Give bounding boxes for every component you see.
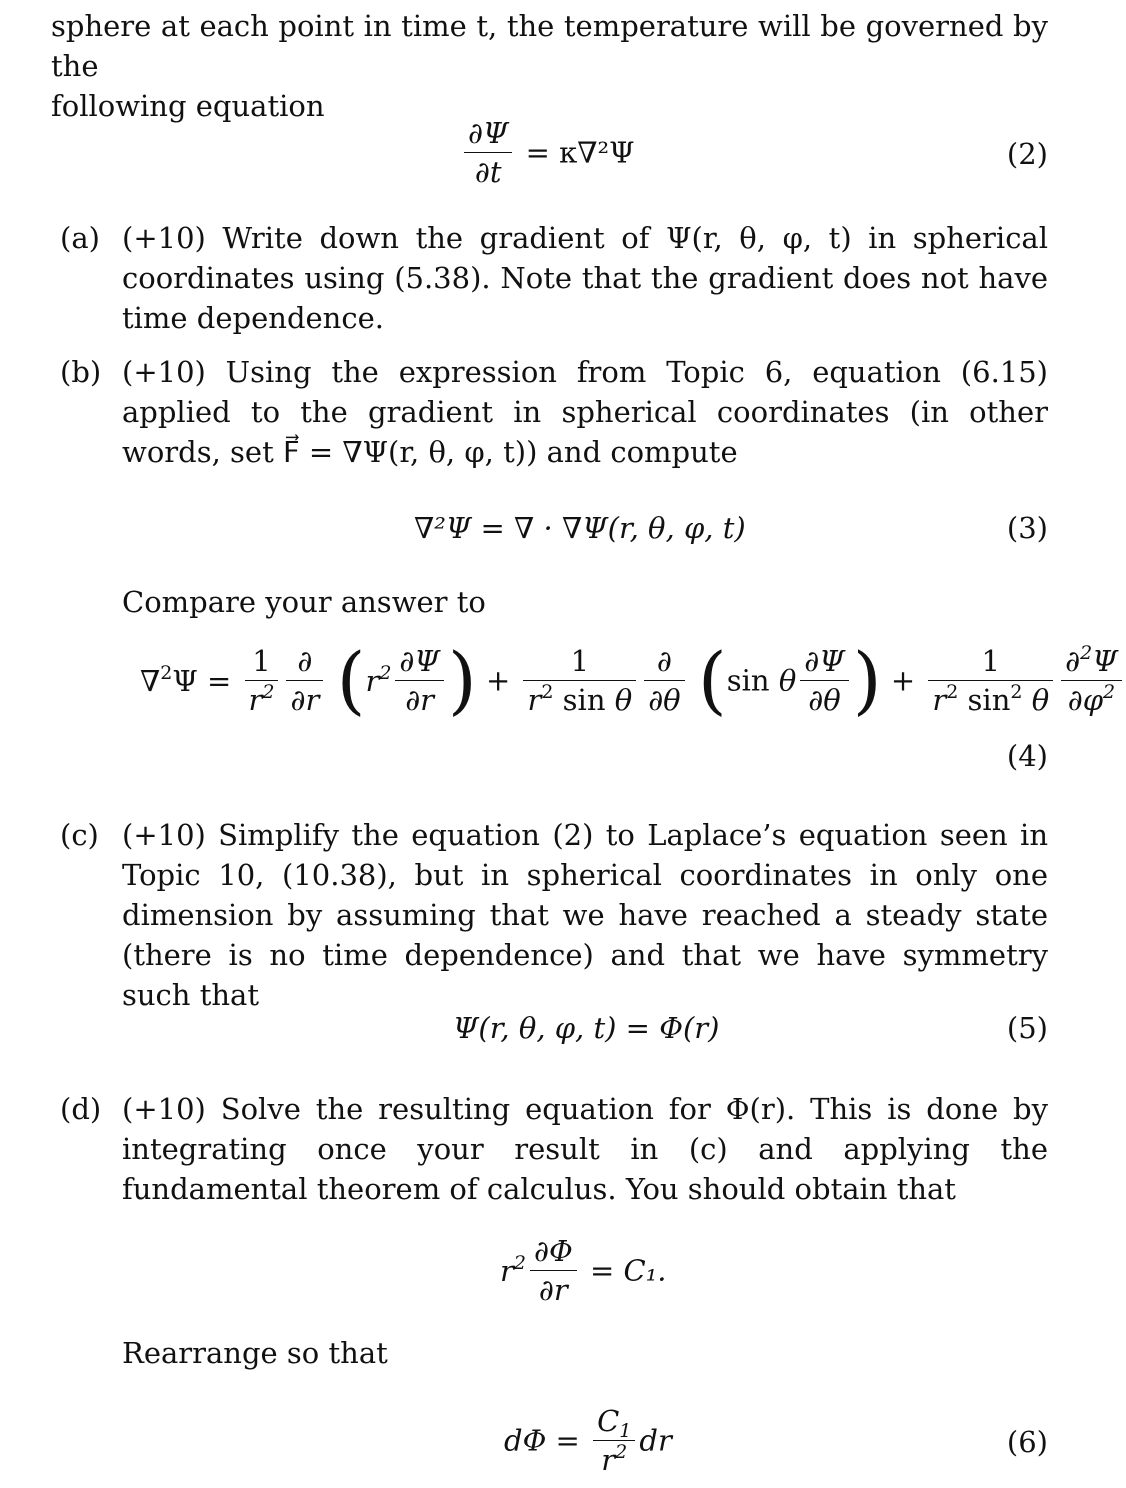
item-d-text: (+10) Solve the resulting equation for Φ(r). This is done by integrating once your result in (c) and applying the fundamental theorem of calculus. You should obtain that xyxy=(122,1092,1048,1206)
equation-5: Ψ(r, θ, φ, t) = Φ(r) xyxy=(453,1011,720,1045)
item-a xyxy=(60,218,1048,338)
eq4-number: (4) xyxy=(1006,739,1048,773)
equation-2 xyxy=(460,114,635,191)
item-a-text: (+10) Write down the gradient of Ψ(r, θ, φ, t) in spherical coordinates using (5.38). Note that the gradient does not have time dependence. xyxy=(122,221,1048,335)
eq2-fraction xyxy=(464,114,512,191)
eq-c1-rhs: = C₁. xyxy=(589,1253,667,1288)
eq2-numerator: ∂Ψ xyxy=(464,114,512,153)
eq4-term3-frac: $\frac{1}{r^2 \sin^2 \theta}$ xyxy=(928,642,1053,719)
intro-paragraph xyxy=(51,6,1048,126)
rearrange-text: Rearrange so that xyxy=(122,1336,388,1370)
eq4-term1-frac: $\frac{1}{r^2}$ xyxy=(245,642,279,719)
equation-6: dΦ = $\frac{C_1}{r^2}$ dr xyxy=(504,1404,672,1477)
item-c-text: (+10) Simplify the equation (2) to Laplace’s equation seen in Topic 10, (10.38), but in spherical coordinates in only one dimension by assuming that we have reached a steady state (there is no time dependence) and that we have symmetry such that xyxy=(122,818,1048,1012)
item-b-label: (b) xyxy=(60,355,102,389)
compare-text: Compare your answer to xyxy=(122,585,486,619)
intro-line-1: sphere at each point in time t, the temperature will be governed by the xyxy=(51,9,1048,83)
eq6-fraction: $\frac{C_1}{r^2}$ xyxy=(593,1402,635,1479)
eq-c1-fraction: $\frac{\partial\Phi}{\partial r}$ xyxy=(530,1232,577,1309)
eq4-inner-2: $\frac{\partial\Psi}{\partial\theta}$ xyxy=(800,642,848,719)
item-c xyxy=(60,815,1048,1015)
eq2-rhs: = κ∇²Ψ xyxy=(525,135,635,170)
item-d-label: (d) xyxy=(60,1092,102,1126)
eq2-denominator: ∂t xyxy=(474,155,502,189)
eq6-number: (6) xyxy=(1006,1425,1048,1459)
eq2-number: (2) xyxy=(1006,137,1048,171)
item-a-label: (a) xyxy=(60,221,100,255)
equation-c1: $r^2$ $\frac{\partial\Phi}{\partial r}$ = C₁. xyxy=(500,1234,667,1307)
eq4-paren-open-1: ( xyxy=(336,637,366,724)
eq4-term2-frac: $\frac{1}{r^2 \sin \theta}$ xyxy=(523,642,636,719)
eq4-term1-deriv: $\frac{\partial}{\partial r}$ xyxy=(286,642,323,719)
item-d xyxy=(60,1089,1048,1209)
eq3-number: (3) xyxy=(1006,511,1048,545)
eq4-paren-close-2: ) xyxy=(852,637,882,724)
equation-3: ∇²Ψ = ∇ · ∇Ψ(r, θ, φ, t) xyxy=(414,511,746,545)
eq5-number: (5) xyxy=(1006,1011,1048,1045)
item-b-text: (+10) Using the expression from Topic 6, equation (6.15) applied to the gradient in spherical coordinates (in other words, set F⃗ = ∇Ψ(r, θ, φ, t)) and compute xyxy=(122,355,1048,469)
item-b xyxy=(60,352,1048,472)
intro-line-2: following equation xyxy=(51,89,325,123)
eq4-paren-open-2: ( xyxy=(697,637,727,724)
eq4-lhs: ∇$^2$Ψ = xyxy=(140,661,232,698)
equation-4: ∇$^2$Ψ = $\frac{1}{r^2}$ $\frac{\partial}{\partial r}$ ($r^2$ $\frac{\partial\Psi}{\partial r}$ ) + $\frac{1}{r^2 \sin \theta}$ $\frac{\partial}{\partial\theta}$ (sin θ $\frac{\partial\Psi}{\partial\theta}$ ) + $\frac{1}{r^2 \sin^2 \theta}$ $\frac{\partial^2\Psi}{\partial\varphi^2}$ xyxy=(140,642,1126,719)
eq4-term3-deriv: $\frac{\partial^2\Psi}{\partial\varphi^2}$ xyxy=(1061,642,1122,719)
eq4-inner-1: $\frac{\partial\Psi}{\partial r}$ xyxy=(395,642,443,719)
eq4-paren-close-1: ) xyxy=(447,637,477,724)
eq4-term2-deriv: $\frac{\partial}{\partial\theta}$ xyxy=(644,642,684,719)
item-c-label: (c) xyxy=(60,818,99,852)
